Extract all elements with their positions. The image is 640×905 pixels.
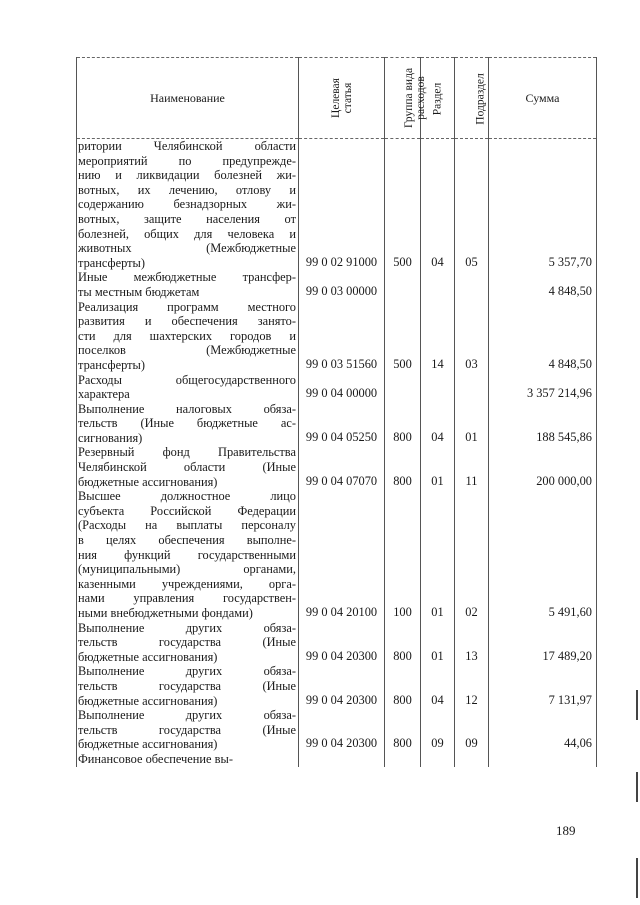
page-number: 189 (556, 823, 576, 838)
cell-expense-group: 500 (385, 139, 421, 271)
cell-target-article (299, 752, 385, 767)
table-body (77, 139, 597, 767)
cell-name-line: ния функций государственными (78, 547, 296, 562)
cell-sum: 44,06 (489, 708, 597, 752)
cell-name-line: трансферты) (78, 255, 145, 270)
cell-section: 04 (421, 664, 455, 708)
cell-name-line: бюджетные ассигнования) (78, 737, 218, 752)
cell-target-article: 99 0 04 20100 (299, 489, 385, 620)
cell-sum: 188 545,86 (489, 402, 597, 446)
cell-section: 01 (421, 489, 455, 620)
cell-name-line: в целях обеспечения выполне- (78, 533, 296, 548)
cell-section (421, 752, 455, 767)
cell-name-line: тельств государства (Иные (78, 678, 296, 693)
cell-sum: 5 357,70 (489, 139, 597, 271)
cell-expense-group (385, 752, 421, 767)
cell-section: 04 (421, 402, 455, 446)
cell-name-line: казенными учреждениями, орга- (78, 576, 296, 591)
cell-name-line: тельств государства (Иные (78, 722, 296, 737)
cell-subsection: 11 (455, 445, 489, 489)
cell-name-line: болезней, общих для человека и (78, 226, 296, 241)
table-row (77, 139, 597, 271)
cell-name-line: животных (Межбюджетные (78, 241, 296, 256)
cell-name-line: (муниципальными) органами, (78, 562, 296, 577)
cell-name-line: бюджетные ассигнования) (78, 693, 218, 708)
table-row (77, 445, 597, 489)
header-target-article: Целевая статья (299, 58, 385, 139)
table-row (77, 489, 597, 620)
cell-name-line: Выполнение других обяза- (78, 620, 296, 635)
cell-subsection: 12 (455, 664, 489, 708)
budget-table (76, 57, 597, 767)
cell-expense-group: 500 (385, 300, 421, 373)
cell-subsection: 13 (455, 621, 489, 665)
cell-target-article: 99 0 02 91000 (299, 139, 385, 271)
cell-name (77, 270, 299, 299)
cell-sum (489, 752, 597, 767)
cell-name (77, 139, 299, 271)
cell-name-line: сигнования) (78, 430, 143, 445)
cell-subsection: 09 (455, 708, 489, 752)
table-row (77, 708, 597, 752)
cell-name-line: Выполнение других обяза- (78, 708, 296, 723)
cell-sum: 3 357 214,96 (489, 373, 597, 402)
cell-sum: 4 848,50 (489, 270, 597, 299)
cell-name-line: (Расходы на выплаты персоналу (78, 518, 296, 533)
cell-section (421, 270, 455, 299)
cell-expense-group (385, 373, 421, 402)
cell-name-line: Выполнение налоговых обяза- (78, 401, 296, 416)
cell-name (77, 445, 299, 489)
cell-name-line: трансферты) (78, 357, 145, 372)
cell-target-article: 99 0 04 05250 (299, 402, 385, 446)
cell-target-article: 99 0 04 20300 (299, 621, 385, 665)
cell-name-line: характера (78, 387, 130, 402)
cell-section: 04 (421, 139, 455, 271)
cell-sum: 7 131,97 (489, 664, 597, 708)
cell-subsection: 01 (455, 402, 489, 446)
cell-subsection: 02 (455, 489, 489, 620)
cell-name (77, 752, 299, 767)
cell-name (77, 664, 299, 708)
cell-expense-group: 800 (385, 402, 421, 446)
cell-name (77, 708, 299, 752)
cell-expense-group: 800 (385, 708, 421, 752)
header-expense-group: Группа вида расходов (385, 58, 421, 139)
cell-target-article: 99 0 03 00000 (299, 270, 385, 299)
cell-subsection (455, 373, 489, 402)
scan-margin-mark (636, 690, 638, 720)
cell-sum: 5 491,60 (489, 489, 597, 620)
cell-name-line: нами управления государствен- (78, 591, 296, 606)
cell-subsection (455, 752, 489, 767)
cell-name (77, 489, 299, 620)
cell-expense-group: 800 (385, 621, 421, 665)
cell-name-line: бюджетные ассигнования) (78, 474, 218, 489)
table-row (77, 621, 597, 665)
cell-section: 01 (421, 445, 455, 489)
table-row (77, 300, 597, 373)
table-row (77, 373, 597, 402)
cell-name-line: поселков (Межбюджетные (78, 343, 296, 358)
cell-name-line: субъекта Российской Федерации (78, 503, 296, 518)
cell-name-line: Реализация программ местного (78, 299, 296, 314)
cell-expense-group: 800 (385, 664, 421, 708)
table-row (77, 402, 597, 446)
cell-name-line: нию и ликвидации болезней жи- (78, 168, 296, 183)
cell-section: 14 (421, 300, 455, 373)
cell-name-line: сти для шахтерских городов и (78, 328, 296, 343)
scan-margin-mark (636, 772, 638, 802)
cell-name-line: Иные межбюджетные трансфер- (78, 270, 296, 285)
cell-section: 01 (421, 621, 455, 665)
budget-table-sheet (76, 57, 596, 777)
cell-name-line: мероприятий по предупрежде- (78, 153, 296, 168)
cell-name (77, 402, 299, 446)
cell-section (421, 373, 455, 402)
cell-name-line: ными внебюджетными фондами) (78, 606, 253, 620)
table-header-row (77, 58, 597, 139)
cell-expense-group: 100 (385, 489, 421, 620)
cell-expense-group (385, 270, 421, 299)
cell-name (77, 373, 299, 402)
cell-name-line: ритории Челябинской области (78, 139, 296, 153)
cell-sum: 4 848,50 (489, 300, 597, 373)
cell-name-line: тельств государства (Иные (78, 635, 296, 650)
cell-subsection (455, 270, 489, 299)
cell-name-line: Высшее должностное лицо (78, 489, 296, 504)
cell-name-line: бюджетные ассигнования) (78, 649, 218, 664)
cell-target-article: 99 0 03 51560 (299, 300, 385, 373)
cell-target-article: 99 0 04 00000 (299, 373, 385, 402)
cell-name (77, 621, 299, 665)
cell-name-line: Челябинской области (Иные (78, 460, 296, 475)
cell-name-line: Финансовое обеспечение вы- (78, 751, 233, 766)
table-row (77, 664, 597, 708)
header-sum: Сумма (489, 58, 597, 139)
cell-name-line: тельств (Иные бюджетные ас- (78, 416, 296, 431)
cell-target-article: 99 0 04 07070 (299, 445, 385, 489)
cell-target-article: 99 0 04 20300 (299, 664, 385, 708)
cell-name-line: развития и обеспечения занято- (78, 314, 296, 329)
cell-section: 09 (421, 708, 455, 752)
cell-sum: 17 489,20 (489, 621, 597, 665)
scan-margin-mark (636, 858, 638, 898)
cell-name-line: Расходы общегосударственного (78, 372, 296, 387)
cell-expense-group: 800 (385, 445, 421, 489)
header-subsection: Подраздел (455, 58, 489, 139)
header-section: Раздел (421, 58, 455, 139)
cell-name-line: Резервный фонд Правительства (78, 445, 296, 460)
cell-name-line: ты местным бюджетам (78, 284, 200, 299)
cell-sum: 200 000,00 (489, 445, 597, 489)
header-name: Наименование (77, 58, 299, 139)
cell-target-article: 99 0 04 20300 (299, 708, 385, 752)
table-row (77, 752, 597, 767)
table-row (77, 270, 597, 299)
cell-subsection: 05 (455, 139, 489, 271)
cell-name-line: Выполнение других обяза- (78, 664, 296, 679)
cell-name-line: вотных, защите населения от (78, 211, 296, 226)
cell-name-line: содержанию безнадзорных жи- (78, 197, 296, 212)
cell-name (77, 300, 299, 373)
cell-subsection: 03 (455, 300, 489, 373)
cell-name-line: вотных, их лечению, отлову и (78, 182, 296, 197)
